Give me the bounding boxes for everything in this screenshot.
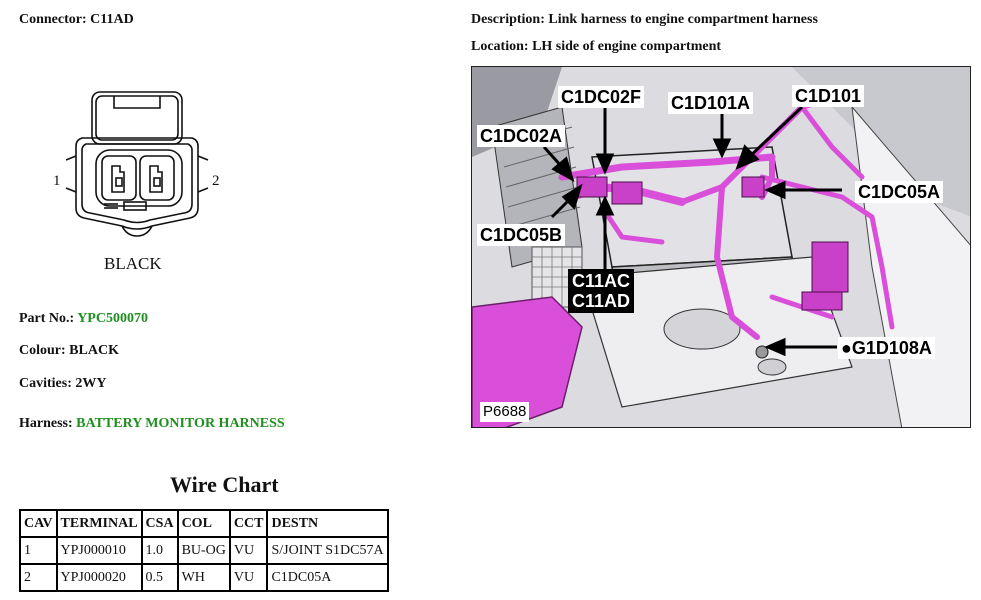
header-destn: DESTN — [267, 510, 387, 537]
callout-c1dc02f: C1DC02F — [558, 86, 644, 108]
header-csa: CSA — [142, 510, 178, 537]
part-no-line — [19, 311, 148, 327]
cell-cav: 2 — [20, 564, 57, 591]
cell-col: WH — [178, 564, 230, 591]
callout-c11ac: C11AC — [572, 271, 631, 291]
colour-value: BLACK — [69, 343, 119, 358]
harness-line — [19, 416, 285, 432]
cavities-line — [19, 376, 107, 392]
colour-label: Colour: — [19, 343, 66, 358]
connector-value: C11AD — [90, 12, 134, 27]
figure-color-label: BLACK — [104, 254, 162, 273]
harness-link[interactable]: BATTERY MONITOR HARNESS — [76, 416, 285, 431]
engine-compartment-illustration — [472, 67, 971, 428]
callout-c1dc05a: C1DC05A — [855, 181, 943, 203]
cell-cct: VU — [230, 564, 268, 591]
callout-c1d101a: C1D101A — [668, 92, 753, 114]
cell-csa: 1.0 — [142, 537, 178, 564]
pin-2-label: 2 — [212, 173, 220, 189]
cell-cct: VU — [230, 537, 268, 564]
description-value: Link harness to engine compartment harness — [548, 12, 818, 27]
table-row — [20, 537, 388, 564]
description-line — [471, 12, 818, 28]
callout-c11ac-c11ad — [568, 269, 634, 313]
callout-c11ad: C11AD — [572, 291, 631, 311]
location-line — [471, 39, 721, 55]
location-label: Location: — [471, 39, 529, 54]
part-no-link[interactable]: YPC500070 — [77, 311, 148, 326]
figure-id: P6688 — [480, 402, 529, 422]
cell-col: BU-OG — [178, 537, 230, 564]
connector-label: Connector: — [19, 12, 87, 27]
location-value: LH side of engine compartment — [532, 39, 722, 54]
callout-c1dc05b: C1DC05B — [477, 224, 565, 246]
wire-chart-table — [19, 509, 389, 592]
header-cct: CCT — [230, 510, 268, 537]
cell-cav: 1 — [20, 537, 57, 564]
colour-line — [19, 343, 119, 359]
connector-line — [19, 12, 134, 28]
cell-csa: 0.5 — [142, 564, 178, 591]
header-cav: CAV — [20, 510, 57, 537]
header-terminal: TERMINAL — [57, 510, 142, 537]
header-col: COL — [178, 510, 230, 537]
cavities-label: Cavities: — [19, 376, 72, 391]
callout-c1dc02a: C1DC02A — [477, 125, 565, 147]
location-photo — [471, 66, 971, 428]
connector-face-diagram — [62, 88, 222, 248]
table-header-row — [20, 510, 388, 537]
pin-1-label: 1 — [53, 173, 61, 189]
harness-label: Harness: — [19, 416, 73, 431]
wire-chart-title: Wire Chart — [170, 472, 279, 497]
callout-c1d101: C1D101 — [792, 85, 864, 107]
callout-g1d108a — [838, 337, 935, 359]
cell-destn: S/JOINT S1DC57A — [267, 537, 387, 564]
cell-terminal: YPJ000010 — [57, 537, 142, 564]
callout-g1d108a-label: G1D108A — [851, 338, 932, 358]
cell-destn: C1DC05A — [267, 564, 387, 591]
table-row — [20, 564, 388, 591]
description-label: Description: — [471, 12, 545, 27]
part-no-label: Part No.: — [19, 311, 75, 326]
ground-dot-icon: ● — [841, 338, 852, 358]
cavities-value: 2WY — [75, 376, 107, 391]
cell-terminal: YPJ000020 — [57, 564, 142, 591]
